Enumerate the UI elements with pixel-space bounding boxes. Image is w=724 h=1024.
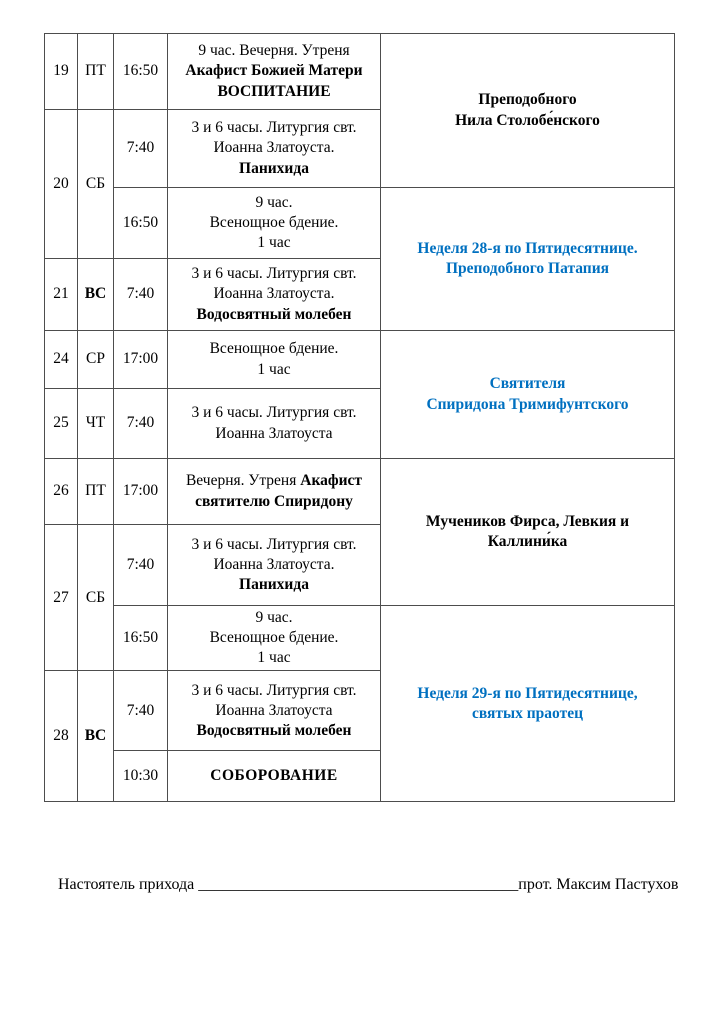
time-cell: 17:00 <box>114 331 168 389</box>
date-cell: 27 <box>45 525 78 671</box>
time-cell: 7:40 <box>114 389 168 459</box>
service-cell: 9 час. Всенощное бдение. 1 час <box>168 606 381 671</box>
feast-cell: Неделя 29-я по Пятидесятнице, святых праотец <box>381 606 675 802</box>
service-cell: Всенощное бдение. 1 час <box>168 331 381 389</box>
time-cell: 7:40 <box>114 259 168 331</box>
signature-line <box>58 876 678 894</box>
service-cell: 9 час. Всенощное бдение. 1 час <box>168 188 381 259</box>
service-cell: Вечерня. Утреня Акафист святителю Спиридону <box>168 459 381 525</box>
time-cell: 7:40 <box>114 671 168 751</box>
feast-cell: Мучеников Фирса, Левкия и Каллини́ка <box>381 459 675 606</box>
date-cell: 19 <box>45 34 78 110</box>
date-cell: 25 <box>45 389 78 459</box>
service-cell: СОБОРОВАНИЕ <box>168 751 381 802</box>
day-cell: СР <box>78 331 114 389</box>
schedule-table <box>44 33 675 802</box>
time-cell: 17:00 <box>114 459 168 525</box>
day-cell: ЧТ <box>78 389 114 459</box>
table-row <box>45 34 675 110</box>
date-cell: 20 <box>45 110 78 259</box>
day-cell: ВС <box>78 259 114 331</box>
time-cell: 16:50 <box>114 606 168 671</box>
table-row <box>45 331 675 389</box>
day-cell: СБ <box>78 525 114 671</box>
date-cell: 21 <box>45 259 78 331</box>
time-cell: 16:50 <box>114 188 168 259</box>
date-cell: 28 <box>45 671 78 802</box>
time-cell: 7:40 <box>114 110 168 188</box>
feast-cell: Неделя 28-я по Пятидесятнице. Преподобного Патапия <box>381 188 675 331</box>
service-cell: 3 и 6 часы. Литургия свт. Иоанна Златоуста. Водосвятный молебен <box>168 259 381 331</box>
day-cell: СБ <box>78 110 114 259</box>
table-row <box>45 606 675 671</box>
signature-name: прот. Максим Пастухов <box>518 876 679 893</box>
table-row <box>45 188 675 259</box>
service-cell: 9 час. Вечерня. Утреня Акафист Божией Матери ВОСПИТАНИЕ <box>168 34 381 110</box>
time-cell: 16:50 <box>114 34 168 110</box>
date-cell: 24 <box>45 331 78 389</box>
service-cell: 3 и 6 часы. Литургия свт. Иоанна Златоуста. Панихида <box>168 525 381 606</box>
day-cell: ПТ <box>78 459 114 525</box>
feast-cell: Святителя Спиридона Тримифунтского <box>381 331 675 459</box>
service-cell: 3 и 6 часы. Литургия свт. Иоанна Златоуста Водосвятный молебен <box>168 671 381 751</box>
service-cell: 3 и 6 часы. Литургия свт. Иоанна Златоуста <box>168 389 381 459</box>
day-cell: ВС <box>78 671 114 802</box>
day-cell: ПТ <box>78 34 114 110</box>
service-cell: 3 и 6 часы. Литургия свт. Иоанна Златоуста. Панихида <box>168 110 381 188</box>
table-row <box>45 459 675 525</box>
time-cell: 7:40 <box>114 525 168 606</box>
signature-blank: ________________________________________ <box>198 876 519 893</box>
date-cell: 26 <box>45 459 78 525</box>
feast-cell: Преподобного Нила Столобе́нского <box>381 34 675 188</box>
signature-label: Настоятель прихода <box>58 876 199 893</box>
time-cell: 10:30 <box>114 751 168 802</box>
